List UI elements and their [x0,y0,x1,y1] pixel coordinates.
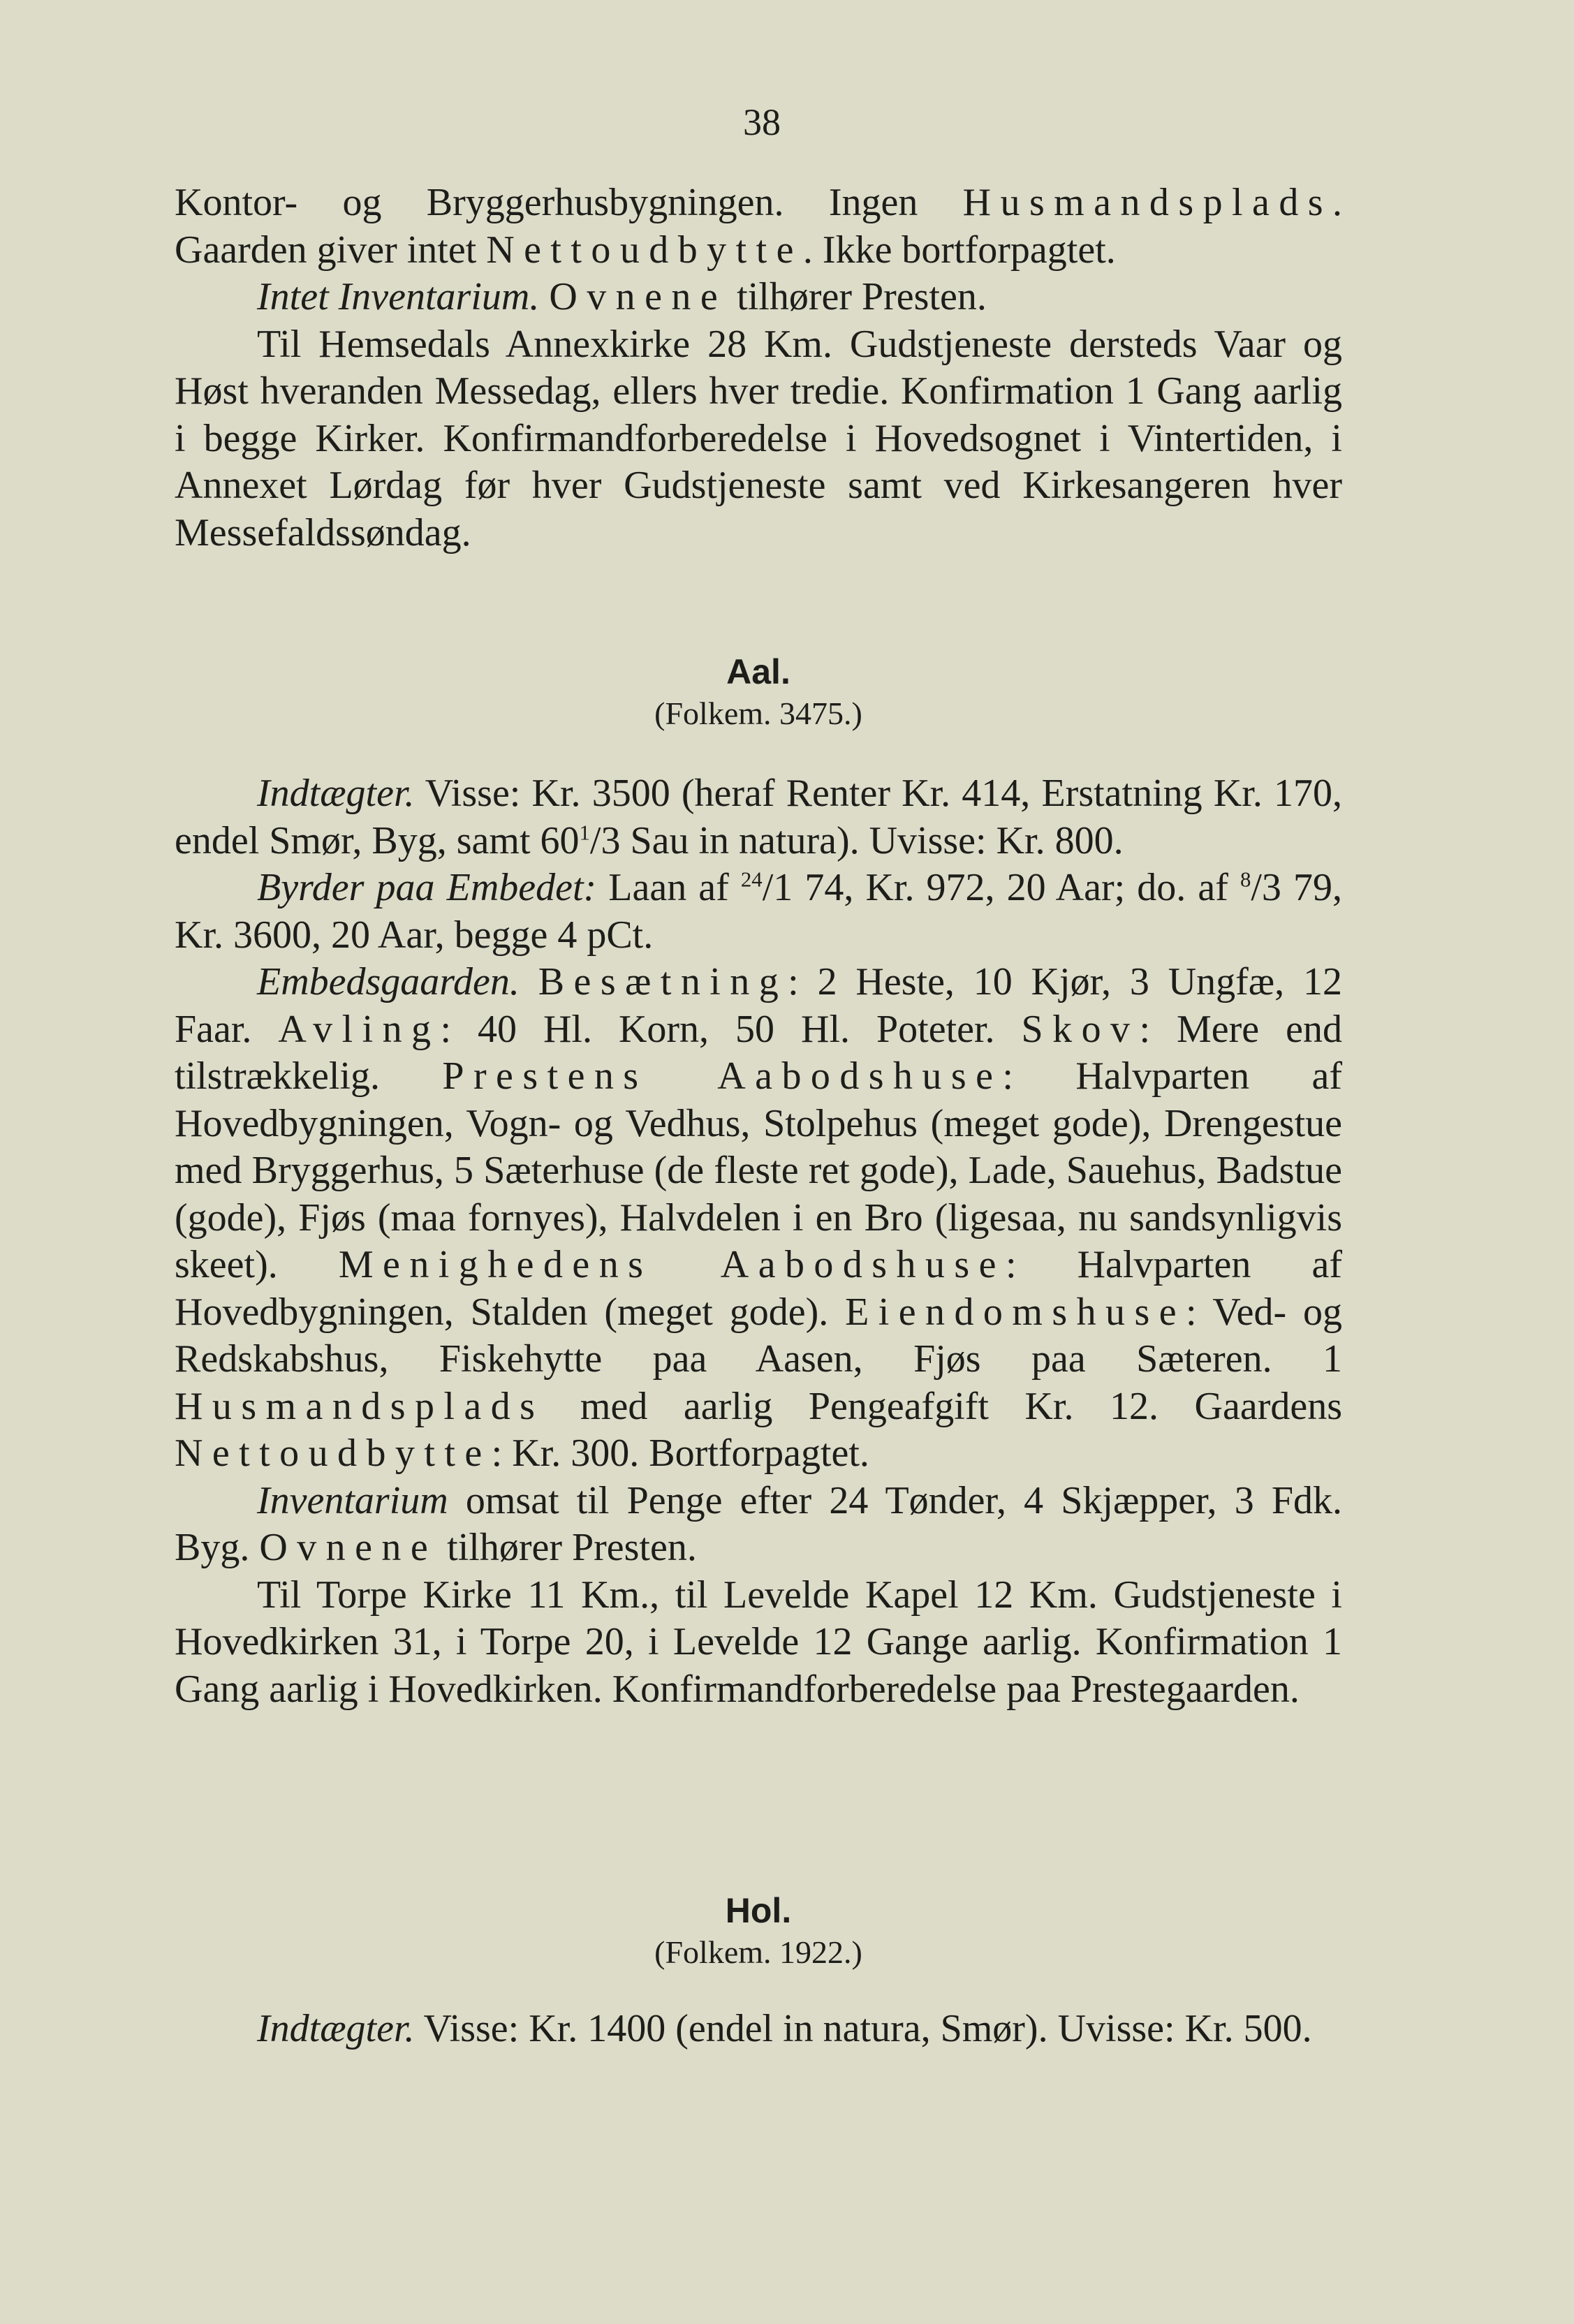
hol-section [175,1890,1342,1973]
hol-heading: Hol. [725,1891,792,1930]
aal-heading: Aal. [726,652,790,691]
aal-subheading: (Folkem. 3475.) [654,696,862,731]
aal-burdens-paragraph: Byrder paa Embedet: Laan af $^{24}$/1 74, Kr. 972, 20 Aar; do. af $^8$/3 79, Kr. 3600, 20 Aar, begge 4 pCt. [175,866,1343,957]
intro-paragraph-2: Intet Inventarium. Ovnene tilhører Presten. [257,275,987,318]
intro-paragraph-3: Til Hemsedals Annexkirke 28 Km. Gudstjeneste dersteds Vaar og Høst hveranden Messedag, ellers hver tredie. Konfirmation 1 Gang aarlig i begge Kirker. Konfirmandforberedelse i Hovedsognet i Vintertiden, i Annexet Lørdag før hver Gudstjeneste samt ved Kirkesangeren hver Messefaldssøndag. [175,322,1342,554]
intro-section [175,179,1342,557]
aal-farm-paragraph: Embedsgaarden. Besætning: 2 Heste, 10 Kjør, 3 Ungfæ, 12 Faar. Avling: 40 Hl. Korn, 50 Hl. Poteter. Skov: Mere end tilstrækkelig. Prestens Aabodshuse: Halvparten af Hovedbygningen, Vogn- og Vedhus, Stolpehus (meget gode), Drengestue med Bryggerhus, 5 Sæterhuse (de fleste ret gode), Lade, Sauehus, Badstue (gode), Fjøs (maa fornyes), Halvdelen i en Bro (ligesaa, nu sandsynligvis skeet). Menighedens Aabodshuse: Halvparten af Hovedbygningen, Stalden (meget gode). Eiendomshuse: Ved- og Redskabshus, Fiskehytte paa Aasen, Fjøs paa Sæteren. 1 Husmandsplads med aarlig Pengeafgift Kr. 12. Gaardens Nettoudbytte: Kr. 300. Bortforpagtet. [175,960,1343,1475]
aal-body [175,770,1342,1713]
hol-subheading: (Folkem. 1922.) [654,1934,862,1970]
page-number: 38 [743,101,781,143]
intro-paragraph-1: Kontor- og Bryggerhusbygningen. Ingen Husmandsplads. Gaarden giver intet Nettoudbytte. Ikke bortforpagtet. [175,181,1342,272]
aal-income-paragraph: Indtægter. Visse: Kr. 3500 (heraf Renter Kr. 414, Erstatning Kr. 170, endel Smør, Byg, samt $60^1/3$ Sau in natura). Uvisse: Kr. 800. [175,772,1342,862]
aal-church-paragraph: Til Torpe Kirke 11 Km., til Levelde Kapel 12 Km. Gudstjeneste i Hovedkirken 31, i Torpe 20, i Levelde 12 Gange aarlig. Konfirmation 1 Gang aarlig i Hovedkirken. Konfirmandforberedelse paa Prestegaarden. [175,1573,1342,1711]
hol-income-paragraph: Indtægter. Visse: Kr. 1400 (endel in natura, Smør). Uvisse: Kr. 500. [257,2007,1312,2050]
aal-inventory-paragraph: Inventarium omsat til Penge efter 24 Tønder, 4 Skjæpper, 3 Fdk. Byg. Ovnene tilhører Presten. [175,1478,1342,1569]
aal-section [175,651,1342,735]
hol-body [175,2006,1342,2053]
